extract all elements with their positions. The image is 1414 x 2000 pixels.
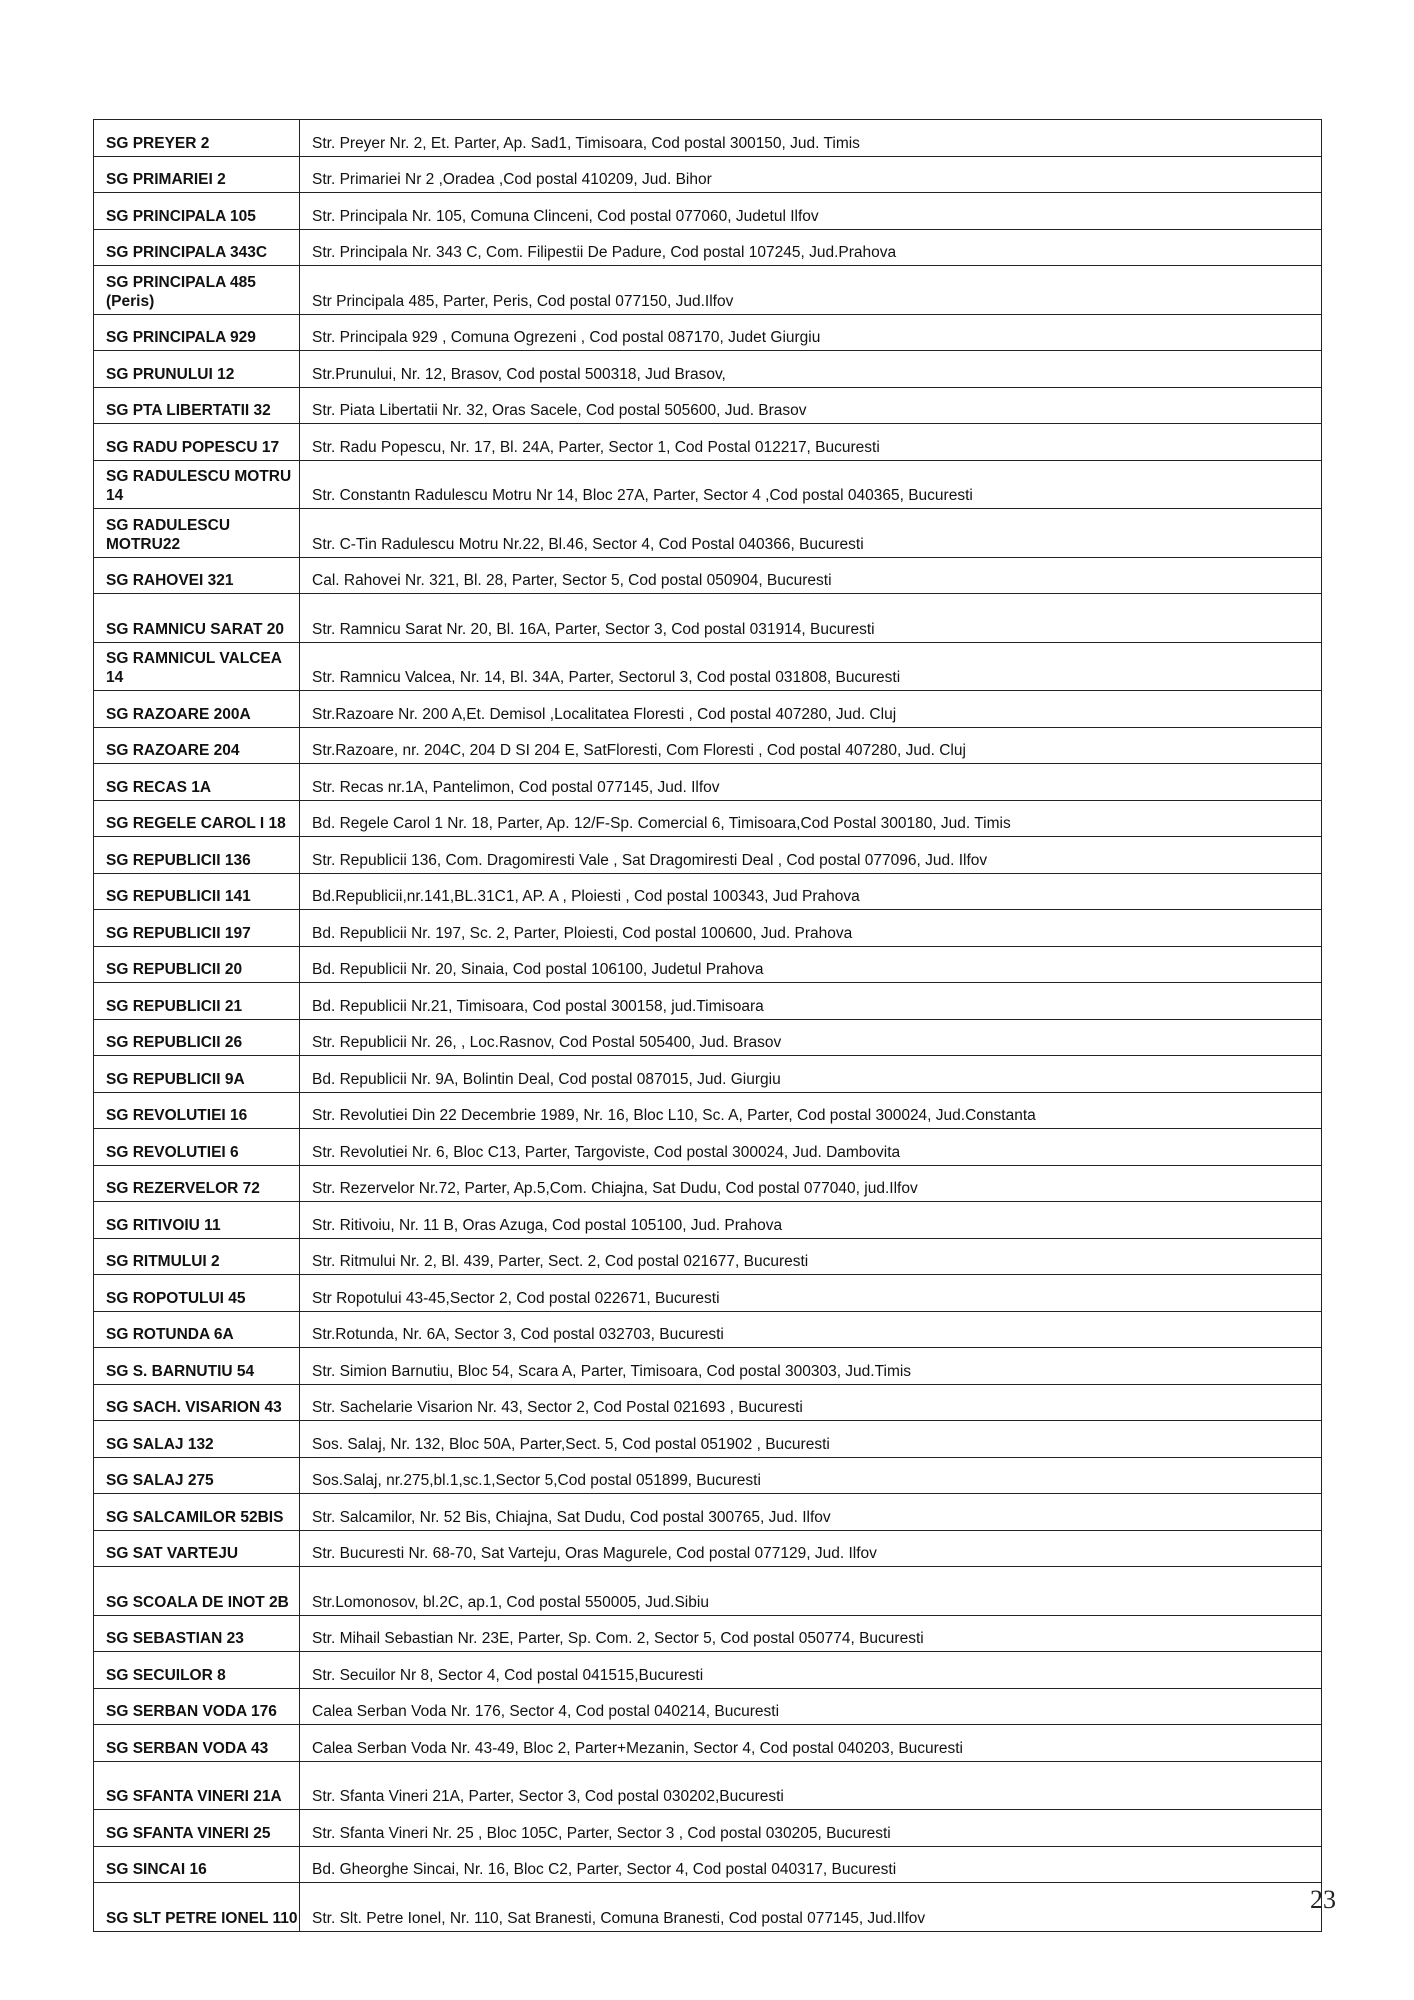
branch-address-cell: Str. Principala Nr. 105, Comuna Clinceni, Cod postal 077060, Judetul Ilfov <box>300 193 1322 230</box>
branch-address-cell: Str. Sfanta Vineri 21A, Parter, Sector 3, Cod postal 030202,Bucuresti <box>300 1761 1322 1810</box>
branch-address-cell: Str. Piata Libertatii Nr. 32, Oras Sacele, Cod postal 505600, Jud. Brasov <box>300 387 1322 424</box>
branch-address-cell: Str. Republicii 136, Com. Dragomiresti Vale , Sat Dragomiresti Deal , Cod postal 077096, Jud. Ilfov <box>300 837 1322 874</box>
branch-address-cell: Str. Secuilor Nr 8, Sector 4, Cod postal 041515,Bucuresti <box>300 1652 1322 1689</box>
branch-address-cell: Str.Razoare, nr. 204C, 204 D SI 204 E, SatFloresti, Com Floresti , Cod postal 407280, Jud. Cluj <box>300 727 1322 764</box>
branch-name-cell: SG SLT PETRE IONEL 110 <box>94 1883 300 1932</box>
branch-address-cell: Bd. Republicii Nr. 197, Sc. 2, Parter, Ploiesti, Cod postal 100600, Jud. Prahova <box>300 910 1322 947</box>
branch-name-cell: SG SCOALA DE INOT 2B <box>94 1567 300 1616</box>
branch-address-cell: Str. Ramnicu Sarat Nr. 20, Bl. 16A, Parter, Sector 3, Cod postal 031914, Bucuresti <box>300 594 1322 643</box>
branch-name-cell: SG SALAJ 275 <box>94 1457 300 1494</box>
branch-name-cell: SG SEBASTIAN 23 <box>94 1615 300 1652</box>
branch-name-cell: SG RAMNICUL VALCEA 14 <box>94 642 300 691</box>
branch-name-cell: SG RAHOVEI 321 <box>94 557 300 594</box>
branch-address-cell: Str. Slt. Petre Ionel, Nr. 110, Sat Branesti, Comuna Branesti, Cod postal 077145, Jud.Ilfov <box>300 1883 1322 1932</box>
table-row <box>94 983 1322 1020</box>
branch-address-cell: Bd. Republicii Nr. 9A, Bolintin Deal, Cod postal 087015, Jud. Giurgiu <box>300 1056 1322 1093</box>
branch-name-cell: SG RAMNICU SARAT 20 <box>94 594 300 643</box>
branch-address-cell: Str Principala 485, Parter, Peris, Cod postal 077150, Jud.Ilfov <box>300 266 1322 315</box>
branch-name-cell: SG ROTUNDA 6A <box>94 1311 300 1348</box>
branch-address-cell: Calea Serban Voda Nr. 176, Sector 4, Cod postal 040214, Bucuresti <box>300 1688 1322 1725</box>
branch-address-cell: Str. Revolutiei Nr. 6, Bloc C13, Parter, Targoviste, Cod postal 300024, Jud. Dambovita <box>300 1129 1322 1166</box>
branch-address-table <box>93 119 1322 1932</box>
branch-name-cell: SG PRINCIPALA 105 <box>94 193 300 230</box>
table-row <box>94 764 1322 801</box>
branch-address-cell: Sos.Salaj, nr.275,bl.1,sc.1,Sector 5,Cod postal 051899, Bucuresti <box>300 1457 1322 1494</box>
table-row <box>94 727 1322 764</box>
branch-name-cell: SG RAZOARE 200A <box>94 691 300 728</box>
branch-name-cell: SG REPUBLICII 9A <box>94 1056 300 1093</box>
branch-address-cell: Bd. Regele Carol 1 Nr. 18, Parter, Ap. 12/F-Sp. Comercial 6, Timisoara,Cod Postal 300180, Jud. Timis <box>300 800 1322 837</box>
table-row <box>94 1810 1322 1847</box>
table-row <box>94 509 1322 558</box>
branch-name-cell: SG REGELE CAROL I 18 <box>94 800 300 837</box>
table-row <box>94 1725 1322 1762</box>
table-row <box>94 120 1322 157</box>
table-row <box>94 424 1322 461</box>
branch-name-cell: SG REPUBLICII 136 <box>94 837 300 874</box>
branch-name-cell: SG PREYER 2 <box>94 120 300 157</box>
table-row <box>94 910 1322 947</box>
table-row <box>94 1165 1322 1202</box>
table-row <box>94 266 1322 315</box>
branch-address-cell: Str. Ritmului Nr. 2, Bl. 439, Parter, Sect. 2, Cod postal 021677, Bucuresti <box>300 1238 1322 1275</box>
table-row <box>94 557 1322 594</box>
branch-address-cell: Str. Sachelarie Visarion Nr. 43, Sector 2, Cod Postal 021693 , Bucuresti <box>300 1384 1322 1421</box>
branch-address-cell: Str.Lomonosov, bl.2C, ap.1, Cod postal 550005, Jud.Sibiu <box>300 1567 1322 1616</box>
branch-address-cell: Str. Radu Popescu, Nr. 17, Bl. 24A, Parter, Sector 1, Cod Postal 012217, Bucuresti <box>300 424 1322 461</box>
table-row <box>94 1652 1322 1689</box>
branch-name-cell: SG SFANTA VINERI 21A <box>94 1761 300 1810</box>
table-row <box>94 314 1322 351</box>
branch-name-cell: SG REZERVELOR 72 <box>94 1165 300 1202</box>
table-row <box>94 642 1322 691</box>
table-row <box>94 156 1322 193</box>
table-row <box>94 1384 1322 1421</box>
table-row <box>94 1688 1322 1725</box>
branch-address-cell: Str. Constantn Radulescu Motru Nr 14, Bloc 27A, Parter, Sector 4 ,Cod postal 040365, Bucuresti <box>300 460 1322 509</box>
branch-address-cell: Bd. Republicii Nr. 20, Sinaia, Cod postal 106100, Judetul Prahova <box>300 946 1322 983</box>
branch-name-cell: SG SALCAMILOR 52BIS <box>94 1494 300 1531</box>
branch-name-cell: SG PRIMARIEI 2 <box>94 156 300 193</box>
table-row <box>94 351 1322 388</box>
branch-name-cell: SG PTA LIBERTATII 32 <box>94 387 300 424</box>
branch-name-cell: SG SFANTA VINERI 25 <box>94 1810 300 1847</box>
branch-name-cell: SG REPUBLICII 141 <box>94 873 300 910</box>
branch-name-cell: SG PRINCIPALA 485 (Peris) <box>94 266 300 315</box>
table-row <box>94 1129 1322 1166</box>
table-row <box>94 1530 1322 1567</box>
branch-name-cell: SG S. BARNUTIU 54 <box>94 1348 300 1385</box>
branch-name-cell: SG SALAJ 132 <box>94 1421 300 1458</box>
branch-name-cell: SG REPUBLICII 197 <box>94 910 300 947</box>
branch-name-cell: SG SECUILOR 8 <box>94 1652 300 1689</box>
table-row <box>94 1761 1322 1810</box>
table-row <box>94 1056 1322 1093</box>
branch-name-cell: SG PRINCIPALA 929 <box>94 314 300 351</box>
table-row <box>94 873 1322 910</box>
table-row <box>94 1615 1322 1652</box>
branch-address-cell: Str. Primariei Nr 2 ,Oradea ,Cod postal 410209, Jud. Bihor <box>300 156 1322 193</box>
branch-name-cell: SG REVOLUTIEI 6 <box>94 1129 300 1166</box>
branch-name-cell: SG SACH. VISARION 43 <box>94 1384 300 1421</box>
table-row <box>94 1019 1322 1056</box>
branch-name-cell: SG PRINCIPALA 343C <box>94 229 300 266</box>
branch-name-cell: SG REPUBLICII 20 <box>94 946 300 983</box>
table-row <box>94 387 1322 424</box>
branch-name-cell: SG REPUBLICII 21 <box>94 983 300 1020</box>
branch-address-cell: Str.Rotunda, Nr. 6A, Sector 3, Cod postal 032703, Bucuresti <box>300 1311 1322 1348</box>
branch-address-cell: Str. Bucuresti Nr. 68-70, Sat Varteju, Oras Magurele, Cod postal 077129, Jud. Ilfov <box>300 1530 1322 1567</box>
branch-name-cell: SG RADULESCU MOTRU 14 <box>94 460 300 509</box>
branch-address-cell: Bd. Gheorghe Sincai, Nr. 16, Bloc C2, Parter, Sector 4, Cod postal 040317, Bucuresti <box>300 1846 1322 1883</box>
branch-name-cell: SG REPUBLICII 26 <box>94 1019 300 1056</box>
table-row <box>94 1348 1322 1385</box>
table-row <box>94 691 1322 728</box>
branch-name-cell: SG RITIVOIU 11 <box>94 1202 300 1239</box>
table-body <box>94 120 1322 1932</box>
branch-address-cell: Str. C-Tin Radulescu Motru Nr.22, Bl.46, Sector 4, Cod Postal 040366, Bucuresti <box>300 509 1322 558</box>
branch-address-cell: Str. Recas nr.1A, Pantelimon, Cod postal 077145, Jud. Ilfov <box>300 764 1322 801</box>
branch-address-cell: Str. Principala Nr. 343 C, Com. Filipestii De Padure, Cod postal 107245, Jud.Prahova <box>300 229 1322 266</box>
table-row <box>94 1421 1322 1458</box>
branch-name-cell: SG SERBAN VODA 176 <box>94 1688 300 1725</box>
branch-address-cell: Cal. Rahovei Nr. 321, Bl. 28, Parter, Sector 5, Cod postal 050904, Bucuresti <box>300 557 1322 594</box>
table-row <box>94 1275 1322 1312</box>
branch-address-cell: Bd.Republicii,nr.141,BL.31C1, AP. A , Ploiesti , Cod postal 100343, Jud Prahova <box>300 873 1322 910</box>
table-row <box>94 1202 1322 1239</box>
table-row <box>94 1092 1322 1129</box>
branch-address-cell: Str. Principala 929 , Comuna Ogrezeni , Cod postal 087170, Judet Giurgiu <box>300 314 1322 351</box>
branch-name-cell: SG PRUNULUI 12 <box>94 351 300 388</box>
table-row <box>94 229 1322 266</box>
branch-name-cell: SG REVOLUTIEI 16 <box>94 1092 300 1129</box>
branch-name-cell: SG SERBAN VODA 43 <box>94 1725 300 1762</box>
branch-name-cell: SG SAT VARTEJU <box>94 1530 300 1567</box>
table-row <box>94 946 1322 983</box>
table-row <box>94 1238 1322 1275</box>
table-row <box>94 1883 1322 1932</box>
table-row <box>94 594 1322 643</box>
table-row <box>94 460 1322 509</box>
table-row <box>94 837 1322 874</box>
table-row <box>94 1457 1322 1494</box>
branch-address-cell: Str. Rezervelor Nr.72, Parter, Ap.5,Com. Chiajna, Sat Dudu, Cod postal 077040, jud.Ilfov <box>300 1165 1322 1202</box>
table-row <box>94 1567 1322 1616</box>
branch-address-cell: Str. Ritivoiu, Nr. 11 B, Oras Azuga, Cod postal 105100, Jud. Prahova <box>300 1202 1322 1239</box>
branch-address-cell: Str.Razoare Nr. 200 A,Et. Demisol ,Localitatea Floresti , Cod postal 407280, Jud. Cluj <box>300 691 1322 728</box>
branch-address-cell: Str. Ramnicu Valcea, Nr. 14, Bl. 34A, Parter, Sectorul 3, Cod postal 031808, Bucuresti <box>300 642 1322 691</box>
branch-address-cell: Str Ropotului 43-45,Sector 2, Cod postal 022671, Bucuresti <box>300 1275 1322 1312</box>
table-row <box>94 1846 1322 1883</box>
page-number: 23 <box>1310 1885 1336 1914</box>
branch-address-cell: Bd. Republicii Nr.21, Timisoara, Cod postal 300158, jud.Timisoara <box>300 983 1322 1020</box>
branch-address-cell: Str.Prunului, Nr. 12, Brasov, Cod postal 500318, Jud Brasov, <box>300 351 1322 388</box>
branch-address-cell: Calea Serban Voda Nr. 43-49, Bloc 2, Parter+Mezanin, Sector 4, Cod postal 040203, Bucuresti <box>300 1725 1322 1762</box>
branch-name-cell: SG RAZOARE 204 <box>94 727 300 764</box>
branch-address-cell: Str. Republicii Nr. 26, , Loc.Rasnov, Cod Postal 505400, Jud. Brasov <box>300 1019 1322 1056</box>
branch-name-cell: SG RECAS 1A <box>94 764 300 801</box>
branch-address-cell: Str. Preyer Nr. 2, Et. Parter, Ap. Sad1, Timisoara, Cod postal 300150, Jud. Timis <box>300 120 1322 157</box>
branch-name-cell: SG RITMULUI 2 <box>94 1238 300 1275</box>
branch-address-cell: Str. Simion Barnutiu, Bloc 54, Scara A, Parter, Timisoara, Cod postal 300303, Jud.Timis <box>300 1348 1322 1385</box>
branch-name-cell: SG RADULESCU MOTRU22 <box>94 509 300 558</box>
branch-name-cell: SG RADU POPESCU 17 <box>94 424 300 461</box>
table-row <box>94 800 1322 837</box>
branch-address-cell: Str. Mihail Sebastian Nr. 23E, Parter, Sp. Com. 2, Sector 5, Cod postal 050774, Bucuresti <box>300 1615 1322 1652</box>
branch-address-cell: Str. Salcamilor, Nr. 52 Bis, Chiajna, Sat Dudu, Cod postal 300765, Jud. Ilfov <box>300 1494 1322 1531</box>
branch-address-cell: Sos. Salaj, Nr. 132, Bloc 50A, Parter,Sect. 5, Cod postal 051902 , Bucuresti <box>300 1421 1322 1458</box>
table-row <box>94 1311 1322 1348</box>
branch-address-cell: Str. Revolutiei Din 22 Decembrie 1989, Nr. 16, Bloc L10, Sc. A, Parter, Cod postal 300024, Jud.Constanta <box>300 1092 1322 1129</box>
branch-address-cell: Str. Sfanta Vineri Nr. 25 , Bloc 105C, Parter, Sector 3 , Cod postal 030205, Bucuresti <box>300 1810 1322 1847</box>
branch-name-cell: SG ROPOTULUI 45 <box>94 1275 300 1312</box>
table-row <box>94 1494 1322 1531</box>
table-row <box>94 193 1322 230</box>
branch-name-cell: SG SINCAI 16 <box>94 1846 300 1883</box>
